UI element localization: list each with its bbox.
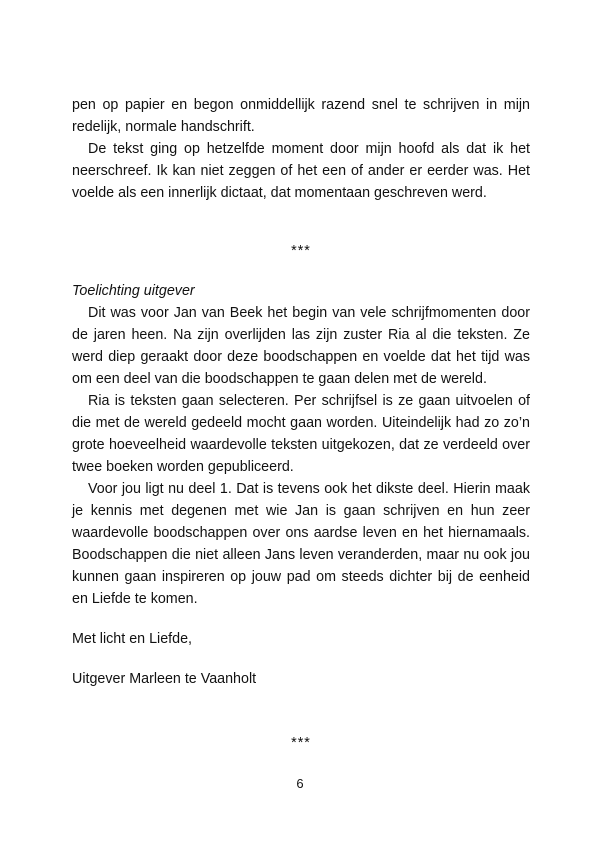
section-separator: *** [291, 735, 311, 751]
section-separator: *** [291, 243, 311, 259]
page-content [72, 94, 530, 754]
body-paragraph: pen op papier en begon onmiddellijk razend snel te schrijven in mijn redelijk, normale handschrift. [72, 97, 530, 135]
body-paragraph: De tekst ging op hetzelfde moment door mijn hoofd als dat ik het neerschreef. Ik kan niet zeggen of het een of ander er eerder was. Het voelde als een innerlijk dictaat, dat momentaan geschreven werd. [72, 141, 530, 201]
signature: Uitgever Marleen te Vaanholt [72, 671, 257, 687]
body-paragraph: Ria is teksten gaan selecteren. Per schrijfsel is ze gaan uitvoelen of die met de wereld gedeeld mocht gaan worden. Uiteindelijk had zo zo’n grote hoeveelheid waardevolle teksten uitgekozen, dat ze verdeeld over twee boeken worden gepubliceerd. [72, 393, 530, 475]
body-paragraph: Voor jou ligt nu deel 1. Dat is tevens ook het dikste deel. Hierin maak je kennis met degenen met wie Jan is gaan schrijven en hun zeer waardevolle boodschappen over ons aardse leven en het hiernamaals. Boodschappen die niet alleen Jans leven veranderden, maar nu ook jou kunnen gaan inspireren op jouw pad om steeds dichter bij de eenheid en Liefde te komen. [72, 481, 530, 607]
page-number: 6 [296, 776, 304, 791]
body-paragraph: Dit was voor Jan van Beek het begin van vele schrijfmomenten door de jaren heen. Na zijn overlijden las zijn zuster Ria al die teksten. Ze werd diep geraakt door deze boodschappen en voelde dat het tijd was om een deel van die boodschappen te gaan delen met de wereld. [72, 305, 530, 387]
section-heading: Toelichting uitgever [72, 283, 195, 299]
closing-line: Met licht en Liefde, [72, 631, 193, 647]
